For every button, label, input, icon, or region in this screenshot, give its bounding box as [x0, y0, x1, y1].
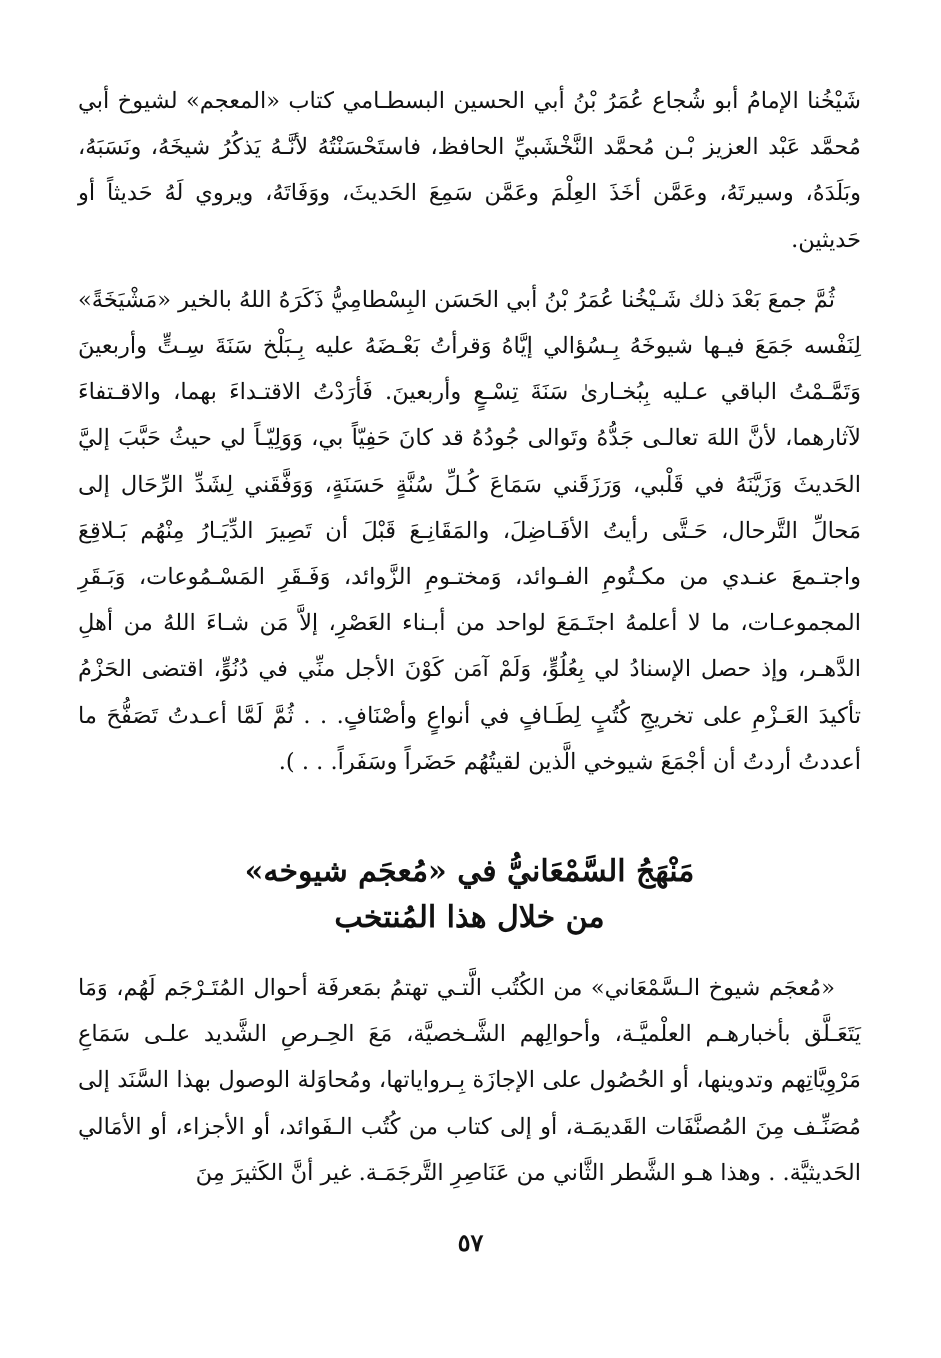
section-heading-line-1: مَنْهَجُ السَّمْعَانيُّ في «مُعجَم شيوخه»: [244, 854, 695, 890]
section-heading-line-2: من خلال هذا المُنتخب: [334, 900, 605, 936]
paragraph-intro: شَيْخُنا الإمامُ أبو شُجاع عُمَرُ بْنُ أبي الحسين البسطـامي كتاب «المعجم» لشيوخ أبي مُحمَّد عَبْد العزيز بْـن مُحمَّد النَّخْشَبيِّ الحافظ، فاستَحْسَنْتُهُ لأنَّـهُ يَذكُرُ شيخَهُ، ونَسَبَهُ، وبَلَدَهُ، وسيرتَهُ، وعَمَّن أخَذَ العِلْمَ وعَمَّن سَمِعَ الحَديثَ، ووَفَاتَهُ، ويروي لَهُ حَديثاً أو حَديثين.: [78, 88, 861, 253]
section-heading: [78, 849, 861, 941]
paragraph-mashyakha-quote: ثُمَّ جمعَ بَعْدَ ذلك شَـيْخُنا عُمَرُ بْنُ أبي الحَسَن البِسْطامِيُّ ذَكَرَهُ اللهُ بالخير «مَشْيَخَةً» لِنَفْسه جَمَعَ فيـها شيوخَهُ بِـسُؤالي إيَّاهُ وَقرأتُ بَعْـضَهُ عليه بِـبَلْخ سَنَةَ سِـتٍّ وأربعينَ وَتَمَّـمْتُ الباقي عـليه بِبُخـارىٰ سَنَةَ تِسْـعٍ وأربعينَ. فَأرَدْتُ الاقتـداءَ بهما، والاقـتفاءَ لآثارهما، لأنَّ اللهَ تعالـى جَدُّهُ وتَوالى جُودُهُ قد كانَ حَفِيّاً بي، وَوَلِيّـاً لي حيثُ حَبَّبَ إليَّ الحَديثَ وَزَيَّنَهُ في قَلْبي، وَرَزَقَني سَمَاعَ كُـلِّ سُنَّةٍ حَسَنَةٍ، وَوَفَّقَني لِشَدِّ الرِّحَال إلى مَحالِّ التَّرحال، حَـتَّى رأيتُ الأفَـاضِلَ، والمَقَانِـعَ قَبْلَ أن تَصِيرَ الدِّيَـارُ مِنْهُم بَـلاقِعَ واجتـمعَ عنـدي من مكـتُومِ الفـوائد، وَمختـومِ الزَّوائد، وَفَـقَرِ المَسْـمُوعات، وَبَـقَرِ المجموعـات، ما لا أعلمهُ اجتَـمَعَ لواحد من أبـناء العَصْرِ، إلاَّ مَن شـاءَ اللهُ من أهلِ الدَّهـر، وإذ حصل الإسنادُ لي بِعُلُوٍّ، وَلَمْ آمَن كَوْنَ الأجل منِّي في دُنُوٍّ، اقتضى الحَزْمُ تأكيدَ العَـزْمِ على تخريجِ كُتُبٍ لِطَـافٍ في أنواعٍ وأصْنَافٍ. . . ثُمَّ لَمَّا أعـدتُ تَصَفُّحَ ما أعددتُ أردتُ أن أجْمَعَ شيوخي الَّذين لقيتُهُم حَضَراً وسَفَراً. . . ).: [78, 286, 861, 775]
paragraph-methodology: «مُعجَم شيوخ الـسَّمْعَاني» من الكُتُب الَّتـي تهتمُ بمَعرفَة أحوال المُتَـرْجَم لَهُم، وَمَا يَتَعَـلَّق بأخبارهـم العلْميَّـة، وأحوالِهم الشَّـخصيَّة، مَعَ الحِـرصِ الشَّديد علـى سَمَاعِ مَرْوِيَّاتِهم وتدوينها، أو الحُصُول على الإجازَة بِـرواياتها، ومُحاوَلة الوصول بهذا السَّنَد إلى مُصَنِّـف مِنَ المُصنَّفَات القَديمَـة، أو إلى كتاب من كُتُب الـفَوائد، أو الأجزاء، أو الأمَالي الحَديثيَّة. . وهذا هـو الشَّطر الثَّاني من عَنَاصِرِ التَّرجَمَـة. غير أنَّ الكَثيرَ مِنَ: [78, 975, 861, 1186]
page-number: ٥٧: [457, 1228, 484, 1257]
